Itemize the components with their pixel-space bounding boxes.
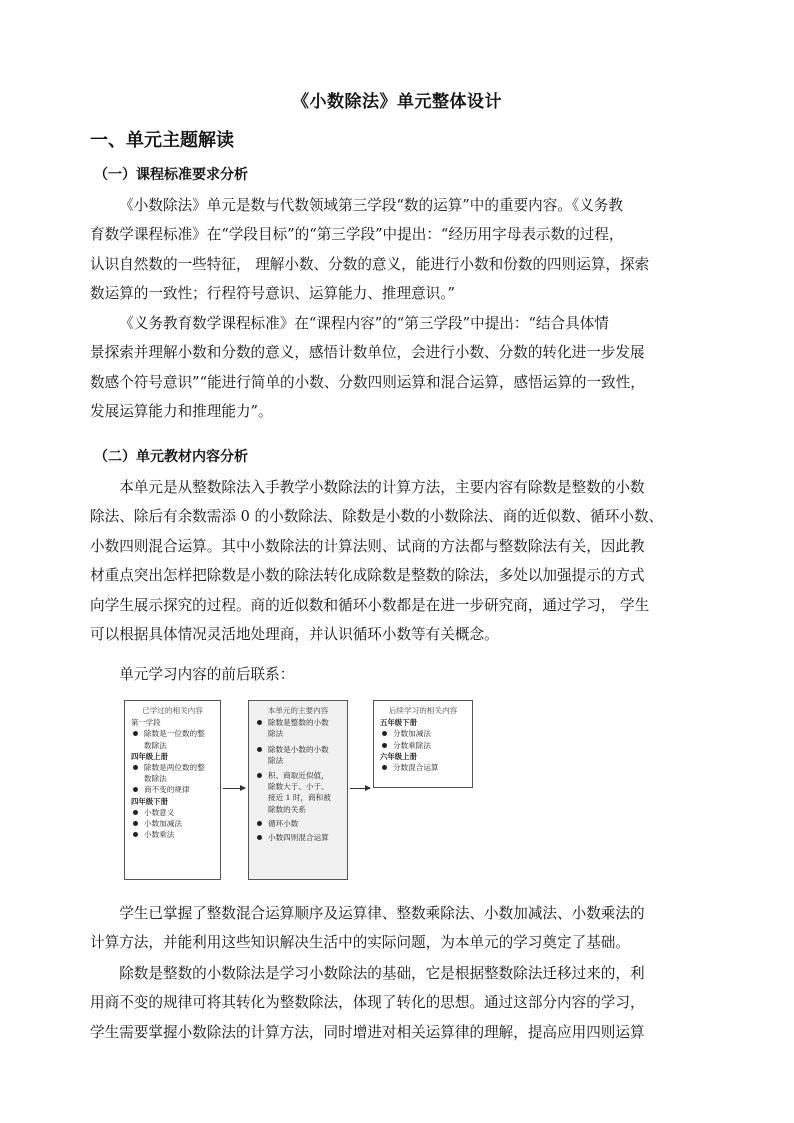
text-line: 小数四则混合运算。其中小数除法的计算法则、试商的方法都与整数除法有关，因此教 bbox=[90, 537, 645, 555]
list-item: 循环小数 bbox=[255, 818, 347, 829]
list-item: 除数是一位数的整 数除法 bbox=[131, 728, 220, 750]
list-item: 除数是整数的小数 除法 bbox=[255, 717, 347, 739]
current-content-box bbox=[248, 700, 348, 880]
text-line: 用商不变的规律可将其转化为整数除法，体现了转化的思想。通过这部分内容的学习， bbox=[90, 994, 645, 1012]
list-item: 除数是两位数的整 数除法 bbox=[131, 762, 220, 784]
section-heading-unit-theme: 一、单元主题解读 bbox=[90, 130, 234, 151]
text-line: 发展运算能力和推理能力”。 bbox=[90, 403, 273, 421]
grade-label: 五年级下册 bbox=[380, 718, 417, 728]
arrow-right-icon bbox=[350, 788, 370, 789]
list-item: 分数混合运算 bbox=[380, 762, 472, 773]
subheading-curriculum-standards: （一）课程标准要求分析 bbox=[94, 167, 248, 183]
text-line: 《小数除法》单元是数与代数领域第三学段“数的运算”中的重要内容。《义务教 bbox=[119, 197, 623, 214]
text-line: 《义务教育数学课程标准》在“课程内容”的“第三学段”中提出：“结合具体情 bbox=[119, 315, 609, 332]
grade-label: 第一学段 bbox=[131, 718, 161, 728]
content-relation-diagram bbox=[124, 700, 476, 882]
list-item: 小数乘法 bbox=[131, 829, 220, 840]
text-line: 认识自然数的一些特征， 理解小数、分数的意义，能进行小数和份数的四则运算，探索 bbox=[90, 255, 650, 273]
subheading-textbook-analysis: （二）单元教材内容分析 bbox=[94, 449, 248, 465]
text-line: 向学生展示探究的过程。商的近似数和循环小数都是在进一步研究商，通过学习， 学生 bbox=[90, 596, 650, 614]
text-line: 景探索并理解小数和分数的意义，感悟计数单位，会进行小数、分数的转化进一步发展 bbox=[90, 344, 645, 362]
grade-label: 四年级上册 bbox=[131, 751, 168, 761]
text-line: 学生需要掌握小数除法的计算方法，同时增进对相关运算律的理解，提高应用四则运算 bbox=[90, 1023, 645, 1041]
list-item: 小数四则混合运算 bbox=[255, 832, 347, 843]
text-line: 除法、除后有余数需添 0 的小数除法、除数是小数的小数除法、商的近似数、循环小数、 bbox=[90, 508, 664, 526]
text-line: 除数是整数的小数除法是学习小数除法的基础，它是根据整数除法迁移过来的，利 bbox=[119, 965, 645, 982]
box-header: 后续学习的相关内容 bbox=[388, 706, 458, 715]
list-item: 除数是小数的小数 除法 bbox=[255, 744, 347, 766]
list-item: 商不变的规律 bbox=[131, 784, 220, 795]
text-line: 育数学课程标准》在“学段目标”的“第三学段”中提出：“经历用字母表示数的过程， bbox=[90, 226, 624, 244]
list-item: 小数加减法 bbox=[131, 818, 220, 829]
later-content-box bbox=[373, 700, 473, 788]
text-line: 学生已掌握了整数混合运算顺序及运算律、整数乘除法、小数加减法、小数乘法的 bbox=[119, 905, 645, 922]
text-line: 可以根据具体情况灵活地处理商，并认识循环小数等有关概念。 bbox=[90, 626, 499, 643]
list-item: 小数意义 bbox=[131, 807, 220, 818]
text-line: 计算方法，并能利用这些知识解决生活中的实际问题，为本单元的学习奠定了基础。 bbox=[90, 934, 630, 952]
grade-label: 六年级上册 bbox=[380, 751, 417, 761]
prior-content-box bbox=[124, 700, 221, 880]
box-header: 已学过的相关内容 bbox=[142, 706, 203, 715]
list-item: 分数乘除法 bbox=[380, 740, 472, 751]
box-header: 本单元的主要内容 bbox=[267, 706, 329, 715]
list-item: 积、商取近似值， 除数大于、小于、 接近 1 时，商和被 除数的关系 bbox=[255, 770, 347, 815]
arrow-right-icon bbox=[223, 788, 245, 789]
list-item: 分数加减法 bbox=[380, 728, 472, 739]
text-line: 数运算的一致性；行程符号意识、运算能力、推理意识。” bbox=[90, 285, 456, 303]
text-line: 材重点突出怎样把除数是小数的除法转化成除数是整数的除法，多处以加强提示的方式 bbox=[90, 567, 645, 585]
text-line: 单元学习内容的前后联系： bbox=[119, 666, 295, 683]
document-title: 《小数除法》单元整体设计 bbox=[292, 92, 502, 112]
text-line: 本单元是从整数除法入手教学小数除法的计算方法，主要内容有除数是整数的小数 bbox=[119, 479, 645, 496]
text-line: 数感个符号意识”“能进行简单的小数、分数四则运算和混合运算，感悟运算的一致性， bbox=[90, 373, 645, 391]
grade-label: 四年级下册 bbox=[131, 796, 168, 806]
